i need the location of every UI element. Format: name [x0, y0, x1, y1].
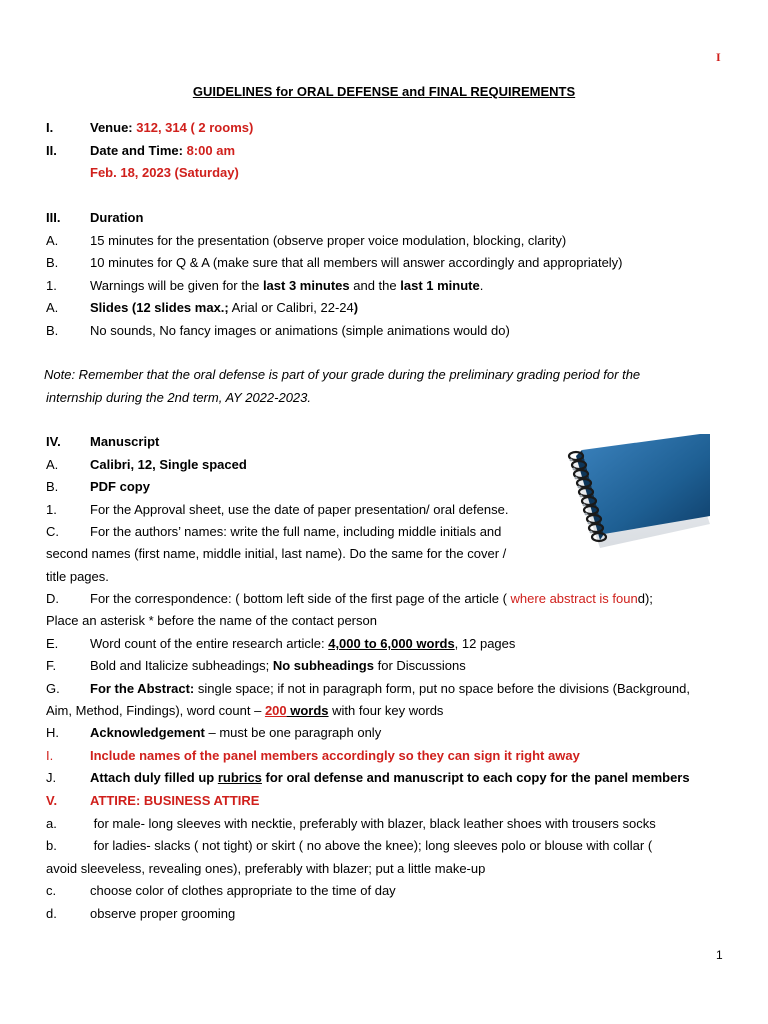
- page-title: GUIDELINES for ORAL DEFENSE and FINAL REQUIREMENTS: [192, 84, 576, 99]
- list-item: B. PDF copy: [46, 479, 150, 494]
- date-value: Feb. 18, 2023 (Saturday): [90, 165, 239, 180]
- list-item: J. Attach duly filled up rubrics for oral defense and manuscript to each copy for the panel members: [46, 770, 690, 785]
- datetime-label: Date and Time:: [90, 143, 183, 158]
- list-item-continuation: avoid sleeveless, revealing ones), preferably with blazer; put a little make-up: [46, 861, 486, 876]
- list-item-continuation: title pages.: [46, 569, 109, 584]
- list-item: G. For the Abstract: single space; if not in paragraph form, put no space before the divisions (Background,: [46, 681, 690, 696]
- list-item: B. No sounds, No fancy images or animations (simple animations would do): [46, 323, 510, 338]
- list-item: B. 10 minutes for Q & A (make sure that all members will answer accordingly and appropriately): [46, 255, 623, 270]
- list-item: D. For the correspondence: ( bottom left side of the first page of the article ( where abstract is found);: [46, 591, 653, 606]
- list-item: A. Calibri, 12, Single spaced: [46, 457, 247, 472]
- datetime-line: [46, 142, 235, 160]
- duration-heading: [46, 209, 143, 227]
- list-item: d. observe proper grooming: [46, 906, 236, 921]
- manuscript-heading: [46, 433, 159, 451]
- section-marker: I.: [46, 120, 54, 135]
- venue-value: 312, 314 ( 2 rooms): [136, 120, 254, 135]
- corner-mark: I: [716, 50, 721, 64]
- list-item: a. for male- long sleeves with necktie, preferably with blazer, black leather shoes with trousers socks: [46, 816, 656, 831]
- section-marker: IV.: [46, 434, 61, 449]
- attire-heading: [46, 792, 259, 810]
- list-item: A. Slides (12 slides max.; Arial or Calibri, 22-24): [46, 300, 359, 315]
- list-item: I. Include names of the panel members accordingly so they can sign it right away: [46, 748, 580, 763]
- list-item: 1. For the Approval sheet, use the date of paper presentation/ oral defense.: [46, 502, 509, 517]
- duration-label: Duration: [90, 210, 144, 225]
- note-line-2: internship during the 2nd term, AY 2022-2023.: [46, 390, 311, 405]
- section-marker: III.: [46, 210, 61, 225]
- venue-label: Venue:: [90, 120, 133, 135]
- time-value: 8:00 am: [186, 143, 235, 158]
- note-line-1: Note: Remember that the oral defense is part of your grade during the preliminary grading period for the: [44, 367, 641, 382]
- list-item: F. Bold and Italicize subheadings; No subheadings for Discussions: [46, 658, 466, 673]
- section-marker: II.: [46, 143, 57, 158]
- list-item: E. Word count of the entire research article: 4,000 to 6,000 words, 12 pages: [46, 636, 516, 651]
- list-item-continuation: Aim, Method, Findings), word count – 200 words with four key words: [46, 703, 444, 718]
- venue-line: [46, 119, 253, 137]
- list-item: b. for ladies- slacks ( not tight) or skirt ( no above the knee); long sleeves polo or blouse with collar (: [46, 838, 653, 853]
- manuscript-label: Manuscript: [90, 434, 160, 449]
- attire-label: ATTIRE: BUSINESS ATTIRE: [90, 793, 260, 808]
- list-item: H. Acknowledgement – must be one paragraph only: [46, 725, 382, 740]
- list-item: 1. Warnings will be given for the last 3 minutes and the last 1 minute.: [46, 278, 484, 293]
- list-item-continuation: Place an asterisk * before the name of the contact person: [46, 613, 377, 628]
- list-item: c. choose color of clothes appropriate to the time of day: [46, 883, 396, 898]
- spiral-notebook-image: [560, 434, 710, 548]
- list-item-continuation: second names (first name, middle initial, last name). Do the same for the cover /: [46, 546, 507, 561]
- page-number: 1: [716, 948, 723, 962]
- list-item: A. 15 minutes for the presentation (observe proper voice modulation, blocking, clarity): [46, 233, 567, 248]
- list-item: C. For the authors’ names: write the full name, including middle initials and: [46, 524, 502, 539]
- section-marker: V.: [46, 793, 58, 808]
